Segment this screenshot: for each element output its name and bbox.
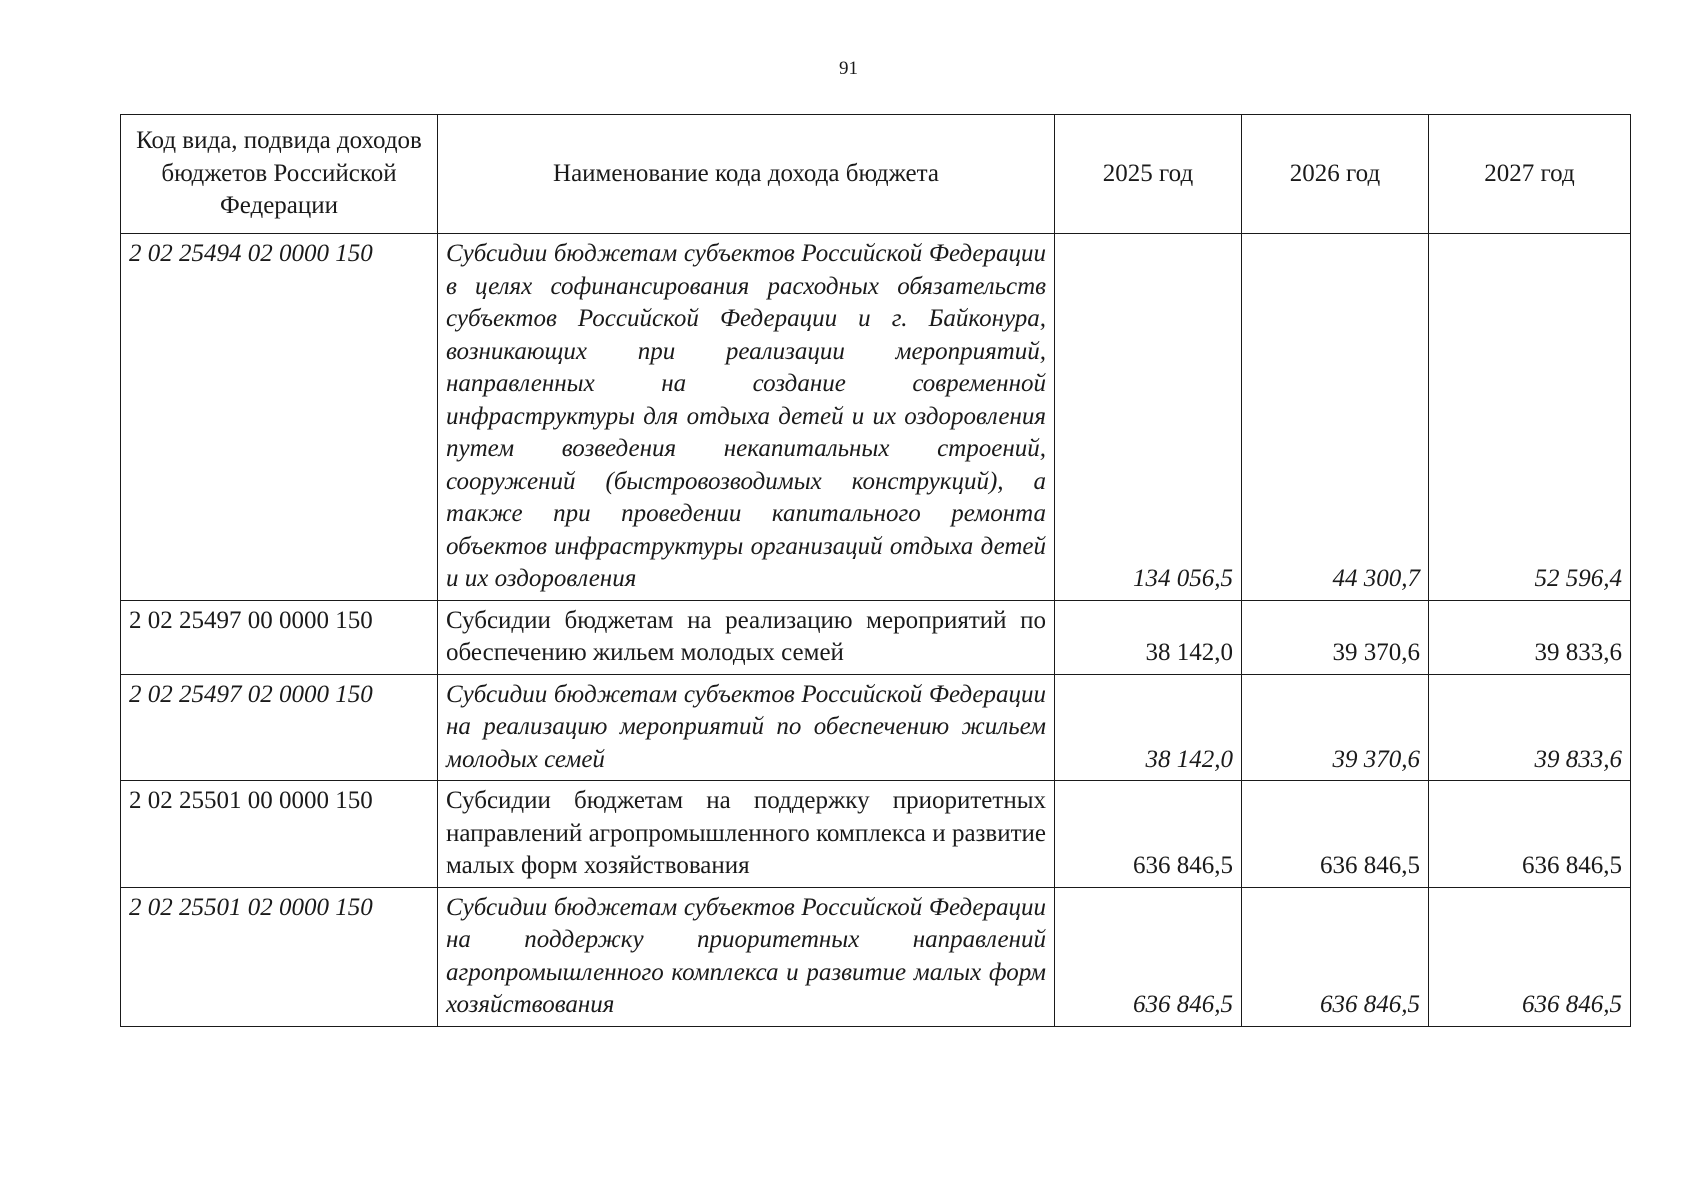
row-amount-2025: 38 142,0 bbox=[1055, 674, 1242, 781]
row-code: 2 02 25494 02 0000 150 bbox=[121, 234, 438, 601]
row-code: 2 02 25497 00 0000 150 bbox=[121, 600, 438, 674]
row-amount-2025: 636 846,5 bbox=[1055, 887, 1242, 1026]
row-amount-2026: 39 370,6 bbox=[1242, 674, 1429, 781]
row-amount-2026: 44 300,7 bbox=[1242, 234, 1429, 601]
row-amount-2026: 39 370,6 bbox=[1242, 600, 1429, 674]
row-amount-2025: 134 056,5 bbox=[1055, 234, 1242, 601]
row-name: Субсидии бюджетам субъектов Российской Федерации на реализацию мероприятий по обеспечению жильем молодых семей bbox=[438, 674, 1055, 781]
row-amount-2027: 39 833,6 bbox=[1429, 674, 1631, 781]
table-row bbox=[121, 234, 1631, 601]
row-name: Субсидии бюджетам на поддержку приоритетных направлений агропромышленного комплекса и развитие малых форм хозяйствования bbox=[438, 781, 1055, 888]
row-amount-2027: 39 833,6 bbox=[1429, 600, 1631, 674]
row-amount-2027: 636 846,5 bbox=[1429, 887, 1631, 1026]
header-year-2026: 2026 год bbox=[1242, 115, 1429, 234]
row-amount-2025: 636 846,5 bbox=[1055, 781, 1242, 888]
row-amount-2027: 636 846,5 bbox=[1429, 781, 1631, 888]
header-name: Наименование кода дохода бюджета bbox=[438, 115, 1055, 234]
row-code: 2 02 25501 02 0000 150 bbox=[121, 887, 438, 1026]
table-row bbox=[121, 887, 1631, 1026]
row-amount-2026: 636 846,5 bbox=[1242, 781, 1429, 888]
page-number: 91 bbox=[839, 58, 858, 79]
header-year-2027: 2027 год bbox=[1429, 115, 1631, 234]
row-name: Субсидии бюджетам субъектов Российской Федерации на поддержку приоритетных направлений агропромышленного комплекса и развитие малых форм хозяйствования bbox=[438, 887, 1055, 1026]
header-year-2025: 2025 год bbox=[1055, 115, 1242, 234]
table-row bbox=[121, 674, 1631, 781]
row-code: 2 02 25497 02 0000 150 bbox=[121, 674, 438, 781]
row-name: Субсидии бюджетам на реализацию мероприятий по обеспечению жильем молодых семей bbox=[438, 600, 1055, 674]
row-name: Субсидии бюджетам субъектов Российской Федерации в целях софинансирования расходных обязательств субъектов Российской Федерации и г. Байконура, возникающих при реализации мероприятий, направленных на создание современной инфраструктуры для отдыха детей и их оздоровления путем возведения некапитальных строений, сооружений (быстровозводимых конструкций), а также при проведении капитального ремонта объектов инфраструктуры организаций отдыха детей и их оздоровления bbox=[438, 234, 1055, 601]
row-amount-2027: 52 596,4 bbox=[1429, 234, 1631, 601]
row-amount-2025: 38 142,0 bbox=[1055, 600, 1242, 674]
table-row bbox=[121, 781, 1631, 888]
table-row bbox=[121, 600, 1631, 674]
table-header-row bbox=[121, 115, 1631, 234]
row-amount-2026: 636 846,5 bbox=[1242, 887, 1429, 1026]
budget-revenue-table bbox=[120, 114, 1631, 1027]
header-code: Код вида, подвида доходов бюджетов Российской Федерации bbox=[121, 115, 438, 234]
row-code: 2 02 25501 00 0000 150 bbox=[121, 781, 438, 888]
